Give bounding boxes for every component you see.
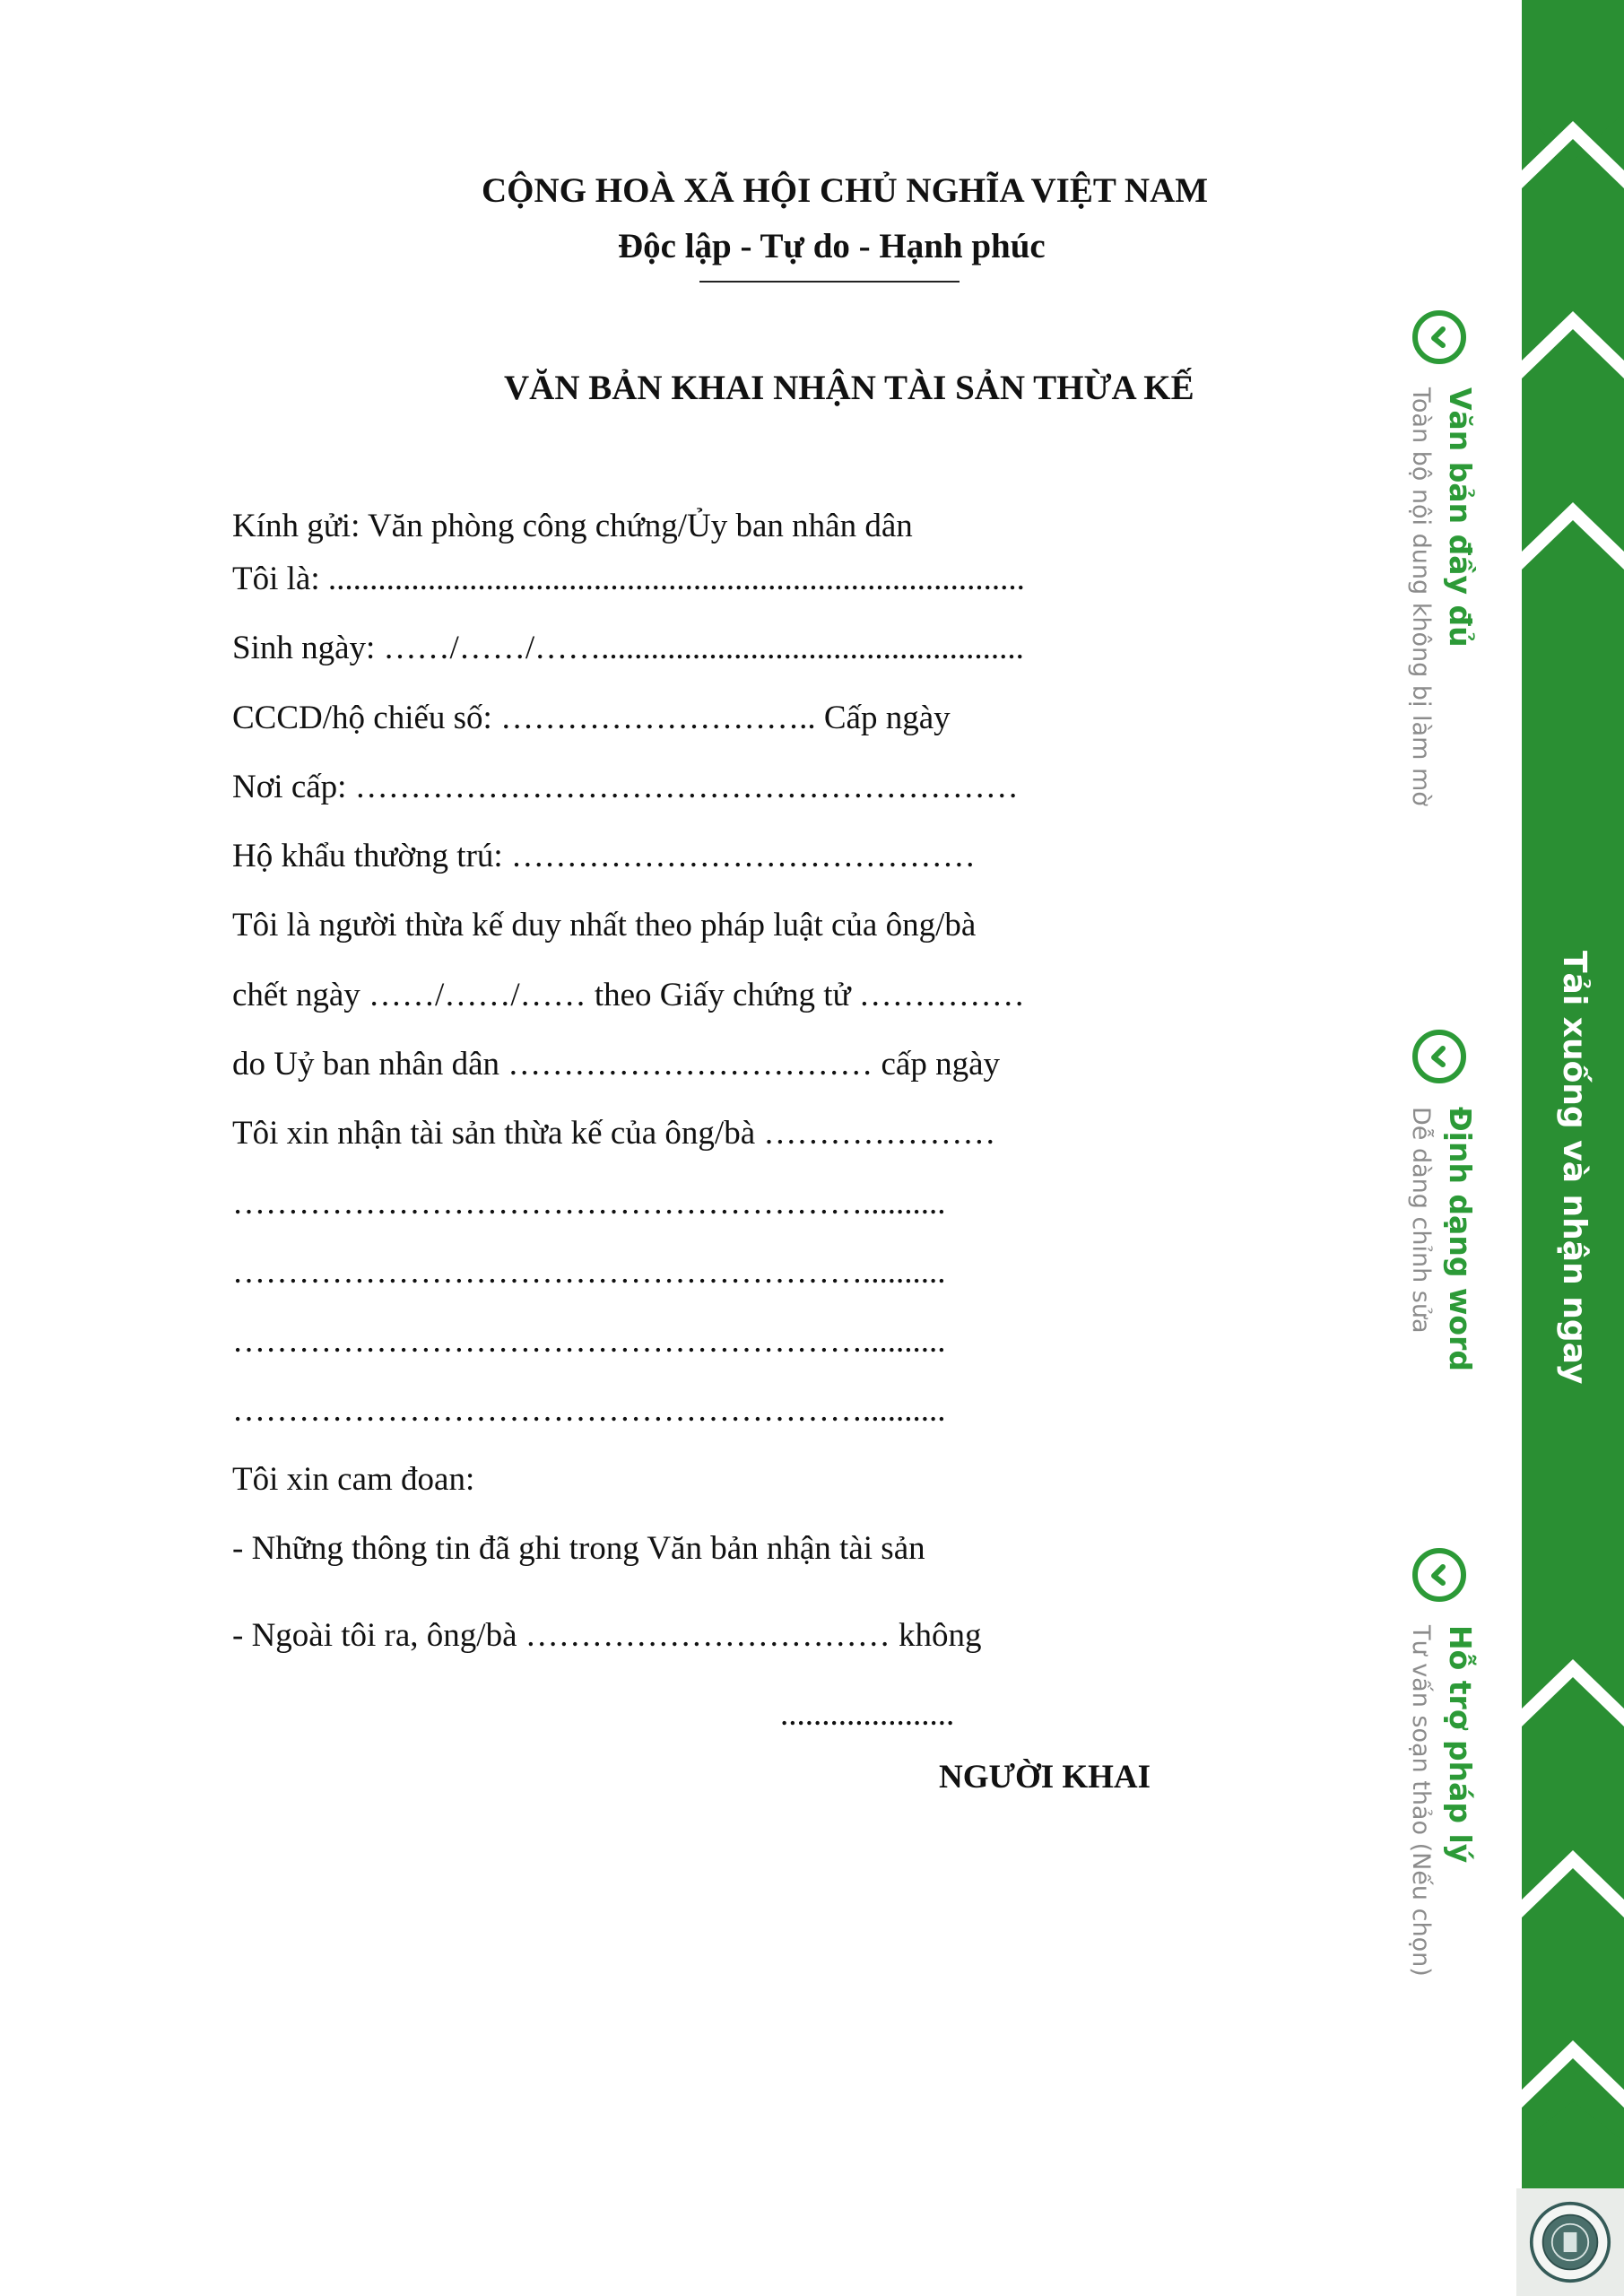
doc-line-name: Tôi là: .................................................................................... bbox=[232, 561, 1025, 597]
check-circle-icon bbox=[1411, 1547, 1467, 1603]
download-promo-sidebar[interactable] bbox=[1381, 0, 1624, 2296]
national-header: CỘNG HOÀ XÃ HỘI CHỦ NGHĨA VIỆT NAM bbox=[482, 171, 1209, 210]
doc-line-sole-heir: Tôi là người thừa kế duy nhất theo pháp luật của ông/bà bbox=[232, 907, 977, 944]
motto-header: Độc lập - Tự do - Hạnh phúc bbox=[618, 227, 1046, 265]
feature-word-format-title: Định dạng word bbox=[1443, 1107, 1478, 1371]
feature-full-document-subtitle: Toàn bộ nội dung không bị làm mờ bbox=[1407, 387, 1435, 806]
doc-line-blank-3: ………………………………………………….......... bbox=[232, 1323, 946, 1360]
doc-line-death-date: chết ngày ……/……/…… theo Giấy chứng tử …………… bbox=[232, 977, 1025, 1013]
feature-legal-support-title: Hỗ trợ pháp lý bbox=[1443, 1625, 1478, 1864]
doc-line-recipient: Kính gửi: Văn phòng công chứng/Ủy ban nhân dân bbox=[232, 508, 913, 544]
doc-line-commit-2: - Ngoài tôi ra, ông/bà …………………………… không bbox=[232, 1617, 982, 1654]
doc-line-blank-1: ………………………………………………….......... bbox=[232, 1185, 946, 1222]
feature-word-format-subtitle: Dễ dàng chỉnh sửa bbox=[1407, 1107, 1435, 1334]
doc-signer-label: NGƯỜI KHAI bbox=[939, 1759, 1151, 1796]
doc-line-residence: Hộ khẩu thường trú: …………………………………… bbox=[232, 838, 976, 874]
notary-seal-icon bbox=[1529, 2201, 1611, 2283]
header-underline bbox=[699, 281, 960, 283]
doc-line-issued-place: Nơi cấp: …………………………………………………… bbox=[232, 769, 1019, 805]
feature-legal-support-subtitle: Tư vấn soạn thảo (Nếu chọn) bbox=[1407, 1625, 1435, 1977]
doc-line-blank-4: ………………………………………………….......... bbox=[232, 1392, 946, 1429]
feature-full-document-title: Văn bản đầy đủ bbox=[1443, 387, 1478, 648]
doc-line-birthdate: Sinh ngày: ……/……/……................................................... bbox=[232, 630, 1024, 666]
doc-line-blank-2: ………………………………………………….......... bbox=[232, 1254, 946, 1291]
doc-line-inheritance: Tôi xin nhận tài sản thừa kế của ông/bà ………………… bbox=[232, 1115, 996, 1152]
doc-line-id-number: CCCD/hộ chiếu số: ……………………….. Cấp ngày bbox=[232, 700, 951, 736]
check-circle-icon bbox=[1411, 309, 1467, 365]
check-circle-icon bbox=[1411, 1029, 1467, 1084]
doc-line-commitment: Tôi xin cam đoan: bbox=[232, 1461, 475, 1498]
doc-line-date-dots: ..................... bbox=[780, 1696, 955, 1733]
download-now-button[interactable]: Tải xuống và nhận ngay bbox=[1556, 951, 1593, 1385]
doc-line-issuer: do Uỷ ban nhân dân …………………………… cấp ngày bbox=[232, 1046, 1001, 1083]
document-title: VĂN BẢN KHAI NHẬN TÀI SẢN THỪA KẾ bbox=[504, 369, 1194, 407]
doc-line-commit-1: - Những thông tin đã ghi trong Văn bản nhận tài sản bbox=[232, 1530, 925, 1567]
